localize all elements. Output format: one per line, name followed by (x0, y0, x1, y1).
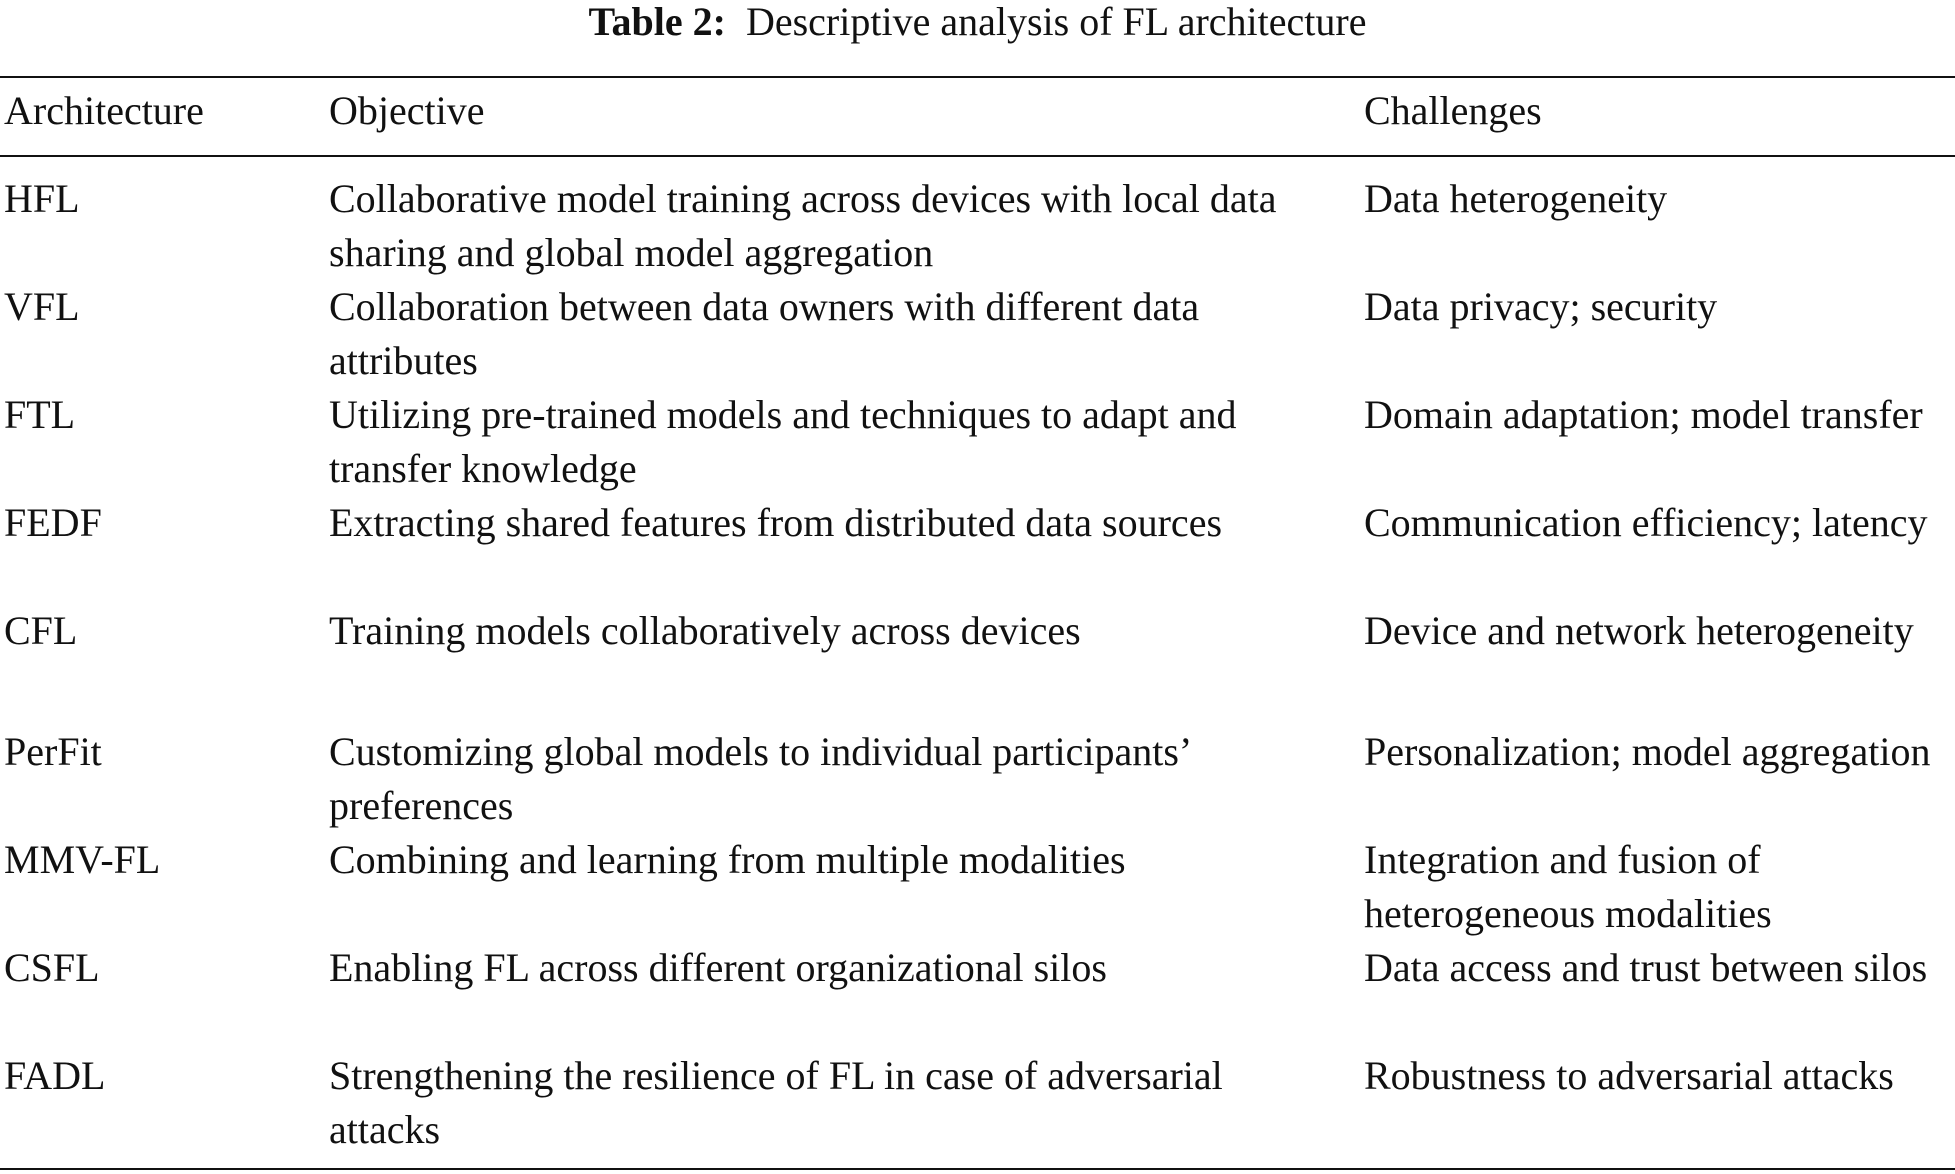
cell-challenges: Robustness to adversarial attacks (1364, 1053, 1894, 1098)
cell-challenges: Personalization; model aggregation (1364, 729, 1931, 774)
cell-objective: Extracting shared features from distributed data sources (329, 500, 1223, 545)
cell-architecture: PerFit (4, 729, 102, 774)
table-bottom-rule (0, 1168, 1955, 1170)
table-caption-text: Descriptive analysis of FL architecture (745, 0, 1367, 44)
column-header-objective: Objective (329, 88, 485, 133)
cell-challenges: Data access and trust between silos (1364, 945, 1928, 990)
cell-architecture: FTL (4, 392, 76, 437)
cell-objective: Strengthening the resilience of FL in case of adversarial attacks (329, 1053, 1223, 1152)
table-top-rule (0, 76, 1955, 78)
table-caption (0, 0, 1955, 44)
cell-architecture: FEDF (4, 500, 102, 545)
cell-challenges: Communication efficiency; latency (1364, 500, 1928, 545)
column-header-challenges: Challenges (1364, 88, 1542, 133)
cell-challenges: Data privacy; security (1364, 284, 1718, 329)
cell-objective: Combining and learning from multiple modalities (329, 837, 1126, 882)
cell-architecture: HFL (4, 176, 80, 221)
cell-challenges: Data heterogeneity (1364, 176, 1668, 221)
cell-challenges: Domain adaptation; model transfer (1364, 392, 1923, 437)
table-header-rule (0, 155, 1955, 157)
cell-objective: Training models collaboratively across devices (329, 608, 1081, 653)
cell-architecture: CFL (4, 608, 78, 653)
cell-challenges: Device and network heterogeneity (1364, 608, 1914, 653)
cell-architecture: MMV-FL (4, 837, 161, 882)
cell-architecture: FADL (4, 1053, 106, 1098)
cell-architecture: VFL (4, 284, 80, 329)
cell-objective: Utilizing pre-trained models and techniques to adapt and transfer knowledge (329, 392, 1237, 491)
column-header-architecture: Architecture (4, 88, 204, 133)
cell-objective: Collaboration between data owners with different data attributes (329, 284, 1200, 383)
cell-objective: Collaborative model training across devices with local data sharing and global model aggregation (329, 176, 1277, 275)
cell-architecture: CSFL (4, 945, 100, 990)
cell-objective: Customizing global models to individual participants’ preferences (329, 729, 1190, 828)
cell-challenges: Integration and fusion of heterogeneous modalities (1364, 837, 1772, 936)
cell-objective: Enabling FL across different organizational silos (329, 945, 1107, 990)
table-caption-label: Table 2: (588, 0, 726, 44)
